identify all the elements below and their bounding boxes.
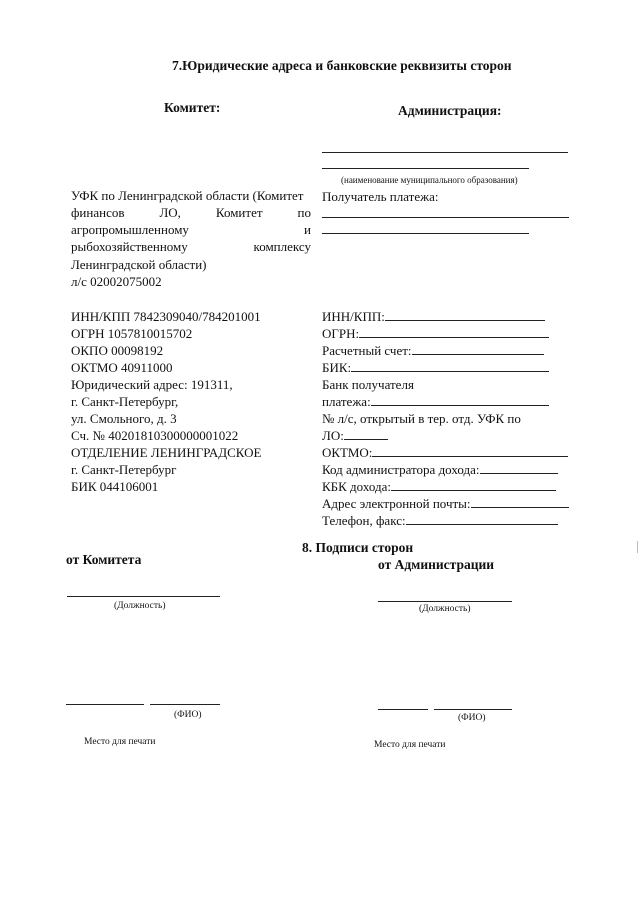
section-7-title: 7.Юридические адреса и банковские реквизиты сторон xyxy=(172,58,512,73)
committee-ogrn: ОГРН 1057810015702 xyxy=(71,326,193,341)
admin-oktmo: ОКТМО: xyxy=(322,444,568,461)
admin-inn-kpp: ИНН/КПП: xyxy=(322,308,545,325)
committee-heading: Комитет: xyxy=(164,100,221,115)
committee-org-line: Ленинградской области) xyxy=(71,257,207,272)
committee-inn-kpp: ИНН/КПП 7842309040/784201001 xyxy=(71,309,261,324)
admin-fio-caption: (ФИО) xyxy=(458,713,486,723)
committee-org-line: финансов ЛО, Комитет по xyxy=(71,205,311,220)
admin-account: Расчетный счет: xyxy=(322,342,544,359)
admin-kbk: КБК дохода: xyxy=(322,478,556,495)
scan-edge-mark xyxy=(637,541,638,553)
admin-ls: ЛО: xyxy=(322,427,388,444)
committee-address-city: г. Санкт-Петербург, xyxy=(71,394,179,409)
committee-signature-blank xyxy=(66,704,144,705)
committee-okpo: ОКПО 00098192 xyxy=(71,343,164,358)
municipality-name-blank xyxy=(322,168,529,169)
admin-bank-label: Банк получателя xyxy=(322,377,414,392)
committee-fio-caption: (ФИО) xyxy=(174,710,202,720)
admin-ls-label: № л/с, открытый в тер. отд. УФК по xyxy=(322,411,521,426)
payee-blank xyxy=(322,233,529,234)
municipality-caption: (наименование муниципального образования) xyxy=(341,175,518,185)
admin-stamp-place: Место для печати xyxy=(374,740,446,750)
admin-bik: БИК: xyxy=(322,359,549,376)
from-committee-heading: от Комитета xyxy=(66,552,142,567)
admin-signature-blank xyxy=(378,709,428,710)
admin-ogrn: ОГРН: xyxy=(322,325,549,342)
admin-position-caption: (Должность) xyxy=(419,604,471,614)
committee-personal-account: л/с 02002075002 xyxy=(71,274,162,289)
committee-position-blank xyxy=(67,596,220,597)
from-administration-heading: от Администрации xyxy=(378,557,495,572)
committee-fio-blank xyxy=(150,704,220,705)
admin-bank: платежа: xyxy=(322,393,549,410)
committee-legal-address: Юридический адрес: 191311, xyxy=(71,377,233,392)
administration-heading: Администрация: xyxy=(398,103,502,118)
section-8-title: 8. Подписи сторон xyxy=(302,540,414,555)
payee-label: Получатель платежа: xyxy=(322,189,439,204)
committee-address-street: ул. Смольного, д. 3 xyxy=(71,411,177,426)
committee-org-line: рыбохозяйственному комплексу xyxy=(71,239,311,254)
committee-bank-branch: ОТДЕЛЕНИЕ ЛЕНИНГРАДСКОЕ xyxy=(71,445,262,460)
admin-position-blank xyxy=(378,601,512,602)
committee-position-caption: (Должность) xyxy=(114,601,166,611)
admin-fio-blank xyxy=(434,709,512,710)
committee-stamp-place: Место для печати xyxy=(84,737,156,747)
municipality-name-blank xyxy=(322,152,568,153)
committee-oktmo: ОКТМО 40911000 xyxy=(71,360,173,375)
committee-bik: БИК 044106001 xyxy=(71,479,159,494)
committee-bank-city: г. Санкт-Петербург xyxy=(71,462,177,477)
committee-account: Сч. № 40201810300000001022 xyxy=(71,428,239,443)
committee-org-line: агропромышленному и xyxy=(71,222,311,237)
admin-email: Адрес электронной почты: xyxy=(322,495,569,512)
admin-revenue-admin-code: Код администратора дохода: xyxy=(322,461,558,478)
admin-phone-fax: Телефон, факс: xyxy=(322,512,558,529)
committee-org-line: УФК по Ленинградской области (Комитет xyxy=(71,188,304,203)
payee-blank xyxy=(322,217,569,218)
